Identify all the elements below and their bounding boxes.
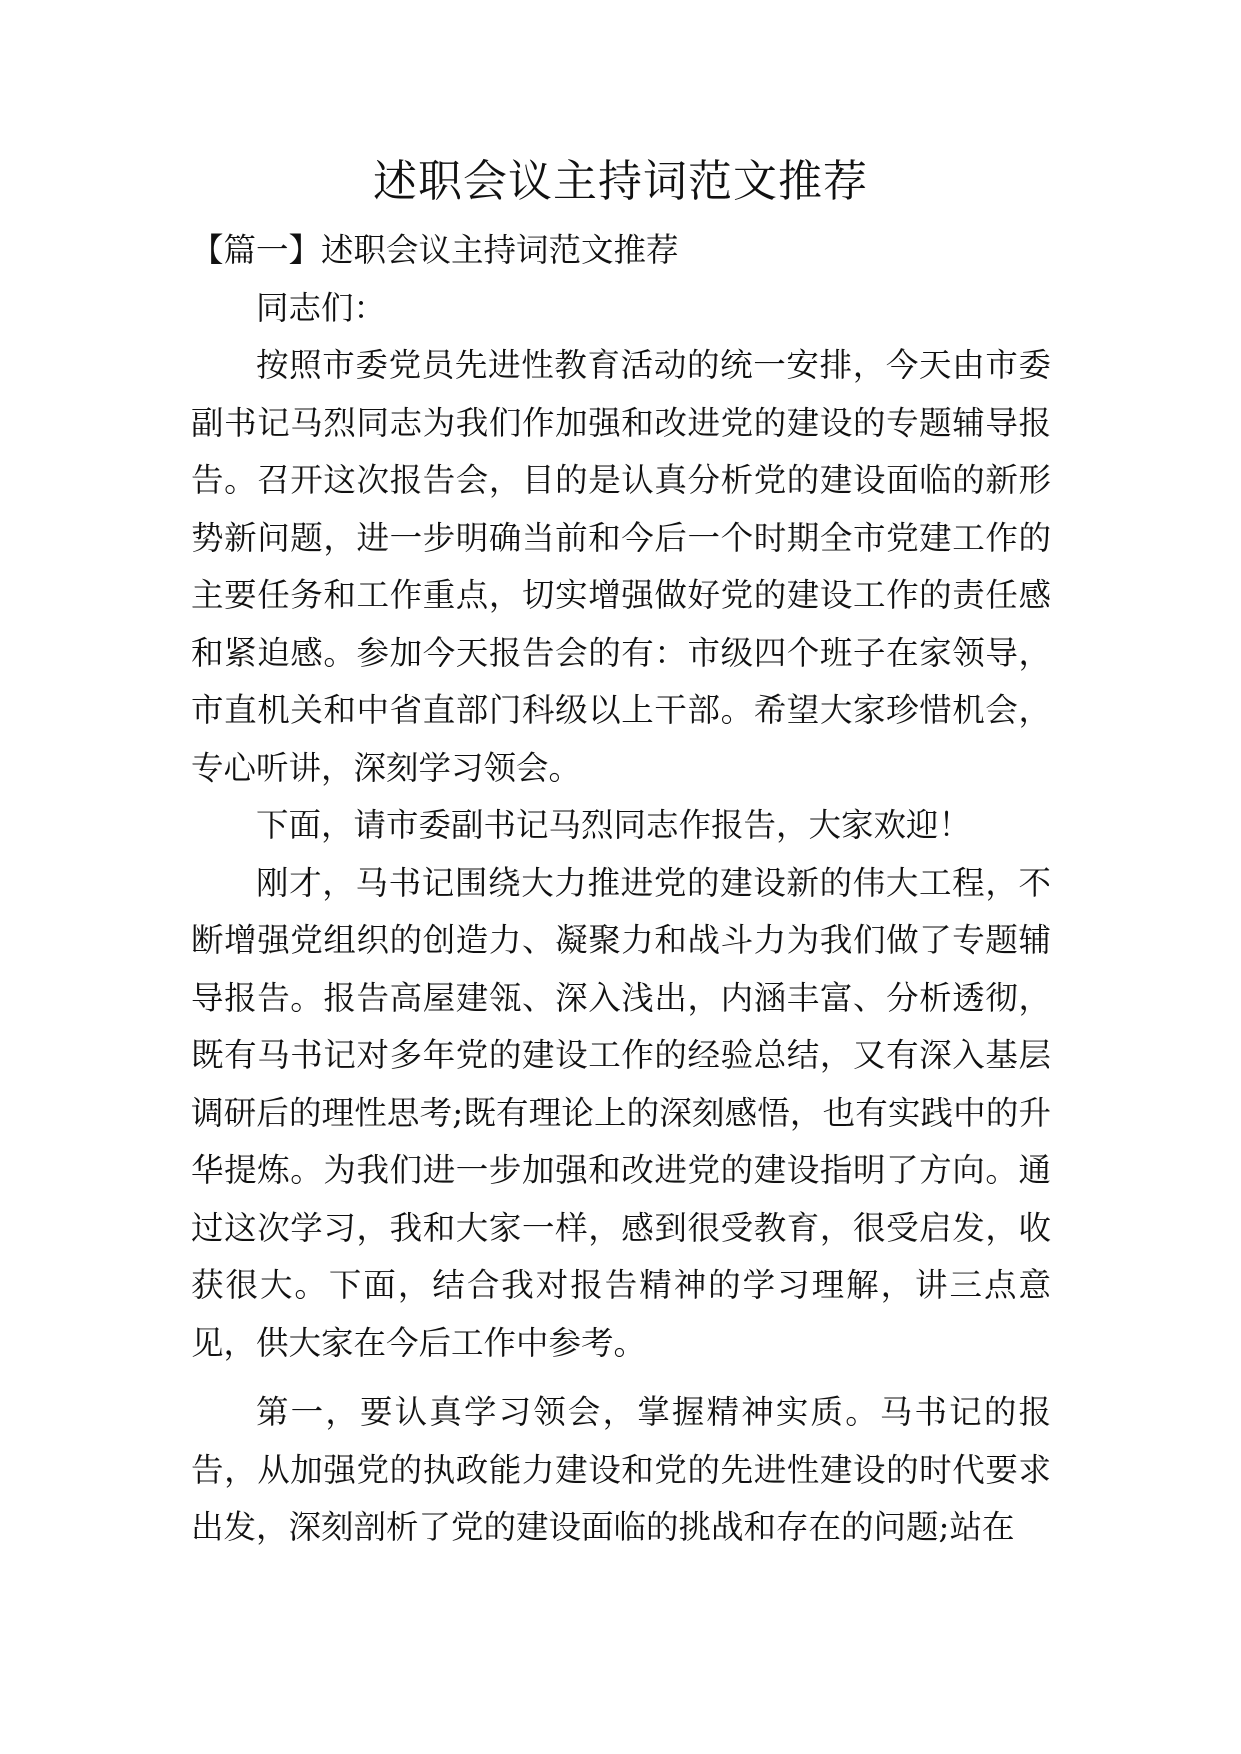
document-title: 述职会议主持词范文推荐 [373,156,868,207]
section-heading: 【篇一】述职会议主持词范文推荐 [191,231,679,269]
body-paragraph: 按照市委党员先进性教育活动的统一安排，今天由市委副书记马烈同志为我们作加强和改进党的建设的专题辅导报告。召开这次报告会，目的是认真分析党的建设面临的新形势新问题，进一步明确当前和今后一个时期全市党建工作的主要任务和工作重点，切实增强做好党的建设工作的责任感和紧迫感。参加今天报告会的有：市级四个班子在家领导，市直机关和中省直部门科级以上干部。希望大家珍惜机会，专心听讲，深刻学习领会。 [191,346,1051,787]
body-paragraph: 第一，要认真学习领会，掌握精神实质。马书记的报告，从加强党的执政能力建设和党的先进性建设的时代要求出发，深刻剖析了党的建设面临的挑战和存在的问题;站在 [191,1393,1051,1546]
salutation: 同志们： [256,288,387,327]
body-paragraph: 下面，请市委副书记马烈同志作报告，大家欢迎！ [256,806,972,844]
document-body [191,222,1051,1557]
body-paragraph: 刚才，马书记围绕大力推进党的建设新的伟大工程，不断增强党组织的创造力、凝聚力和战斗力为我们做了专题辅导报告。报告高屋建瓴、深入浅出，内涵丰富、分析透彻，既有马书记对多年党的建设工作的经验总结，又有深入基层调研后的理性思考;既有理论上的深刻感悟，也有实践中的升华提炼。为我们进一步加强和改进党的建设指明了方向。通过这次学习，我和大家一样，感到很受教育，很受启发，收获很大。下面，结合我对报告精神的学习理解，讲三点意见，供大家在今后工作中参考。 [191,863,1051,1362]
